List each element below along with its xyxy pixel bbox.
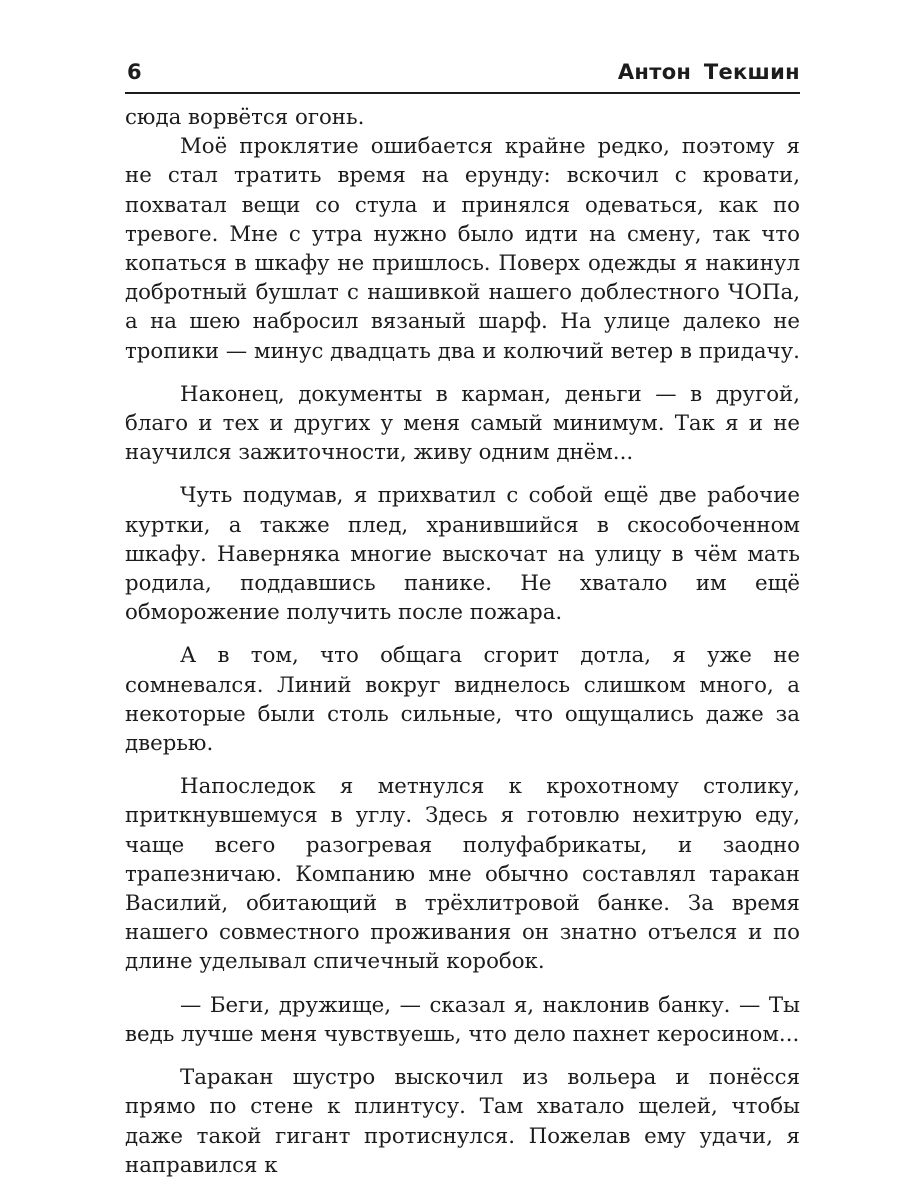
paragraph: Наконец, документы в карман, деньги — в другой, благо и тех и других у меня самый минимум. Так я и не научился зажиточности, живу одним днём... [125,381,800,466]
author-name: Антон Текшин [617,60,800,84]
paragraph: А в том, что общага сгорит дотла, я уже не сомневался. Линий вокруг виднелось слишком много, а некоторые были столь сильные, что ощущались даже за дверью. [125,643,800,757]
paragraph: сюда ворвётся огонь. [125,105,365,130]
body-text [125,103,800,1180]
paragraph: Таракан шустро выскочил из вольера и понёсся прямо по стене к плинтусу. Там хватало щелей, чтобы даже такой гигант протиснулся. Пожелав ему удачи, я направился к [125,1065,800,1178]
paragraph: Моё проклятие ошибается крайне редко, поэтому я не стал тратить время на ерунду: вскочил с кровати, похватал вещи со стула и принялся одеваться, как по тревоге. Мне с утра нужно было идти на смену, так что копаться в шкафу не пришлось. Поверх одежды я накинул добротный бушлат с нашивкой нашего доблестного ЧОПа, а на шею набросил вязаный шарф. На улице далеко не тропики — минус двадцать два и колючий ветер в придачу. [125,134,800,364]
paragraph: Напоследок я метнулся к крохотному столику, приткнувшемуся в углу. Здесь я готовлю нехитрую еду, чаще всего разогревая полуфабрикаты, и заодно трапезничаю. Компанию мне обычно составлял таракан Василий, обитающий в трёхлитровой банке. За время нашего совместного проживания он знатно отъелся и по длине уделывал спичечный коробок. [125,774,800,975]
page-number: 6 [127,60,142,84]
paragraph: — Беги, дружище, — сказал я, наклонив банку. — Ты ведь лучше меня чувствуешь, что дело пахнет керосином... [125,992,800,1047]
paragraph: Чуть подумав, я прихватил с собой ещё две рабочие куртки, а также плед, хранившийся в скособоченном шкафу. Наверняка многие выскочат на улицу в чём мать родила, поддавшись панике. Не хватало им ещё обморожение получить после пожара. [125,483,800,626]
running-head [125,58,800,94]
